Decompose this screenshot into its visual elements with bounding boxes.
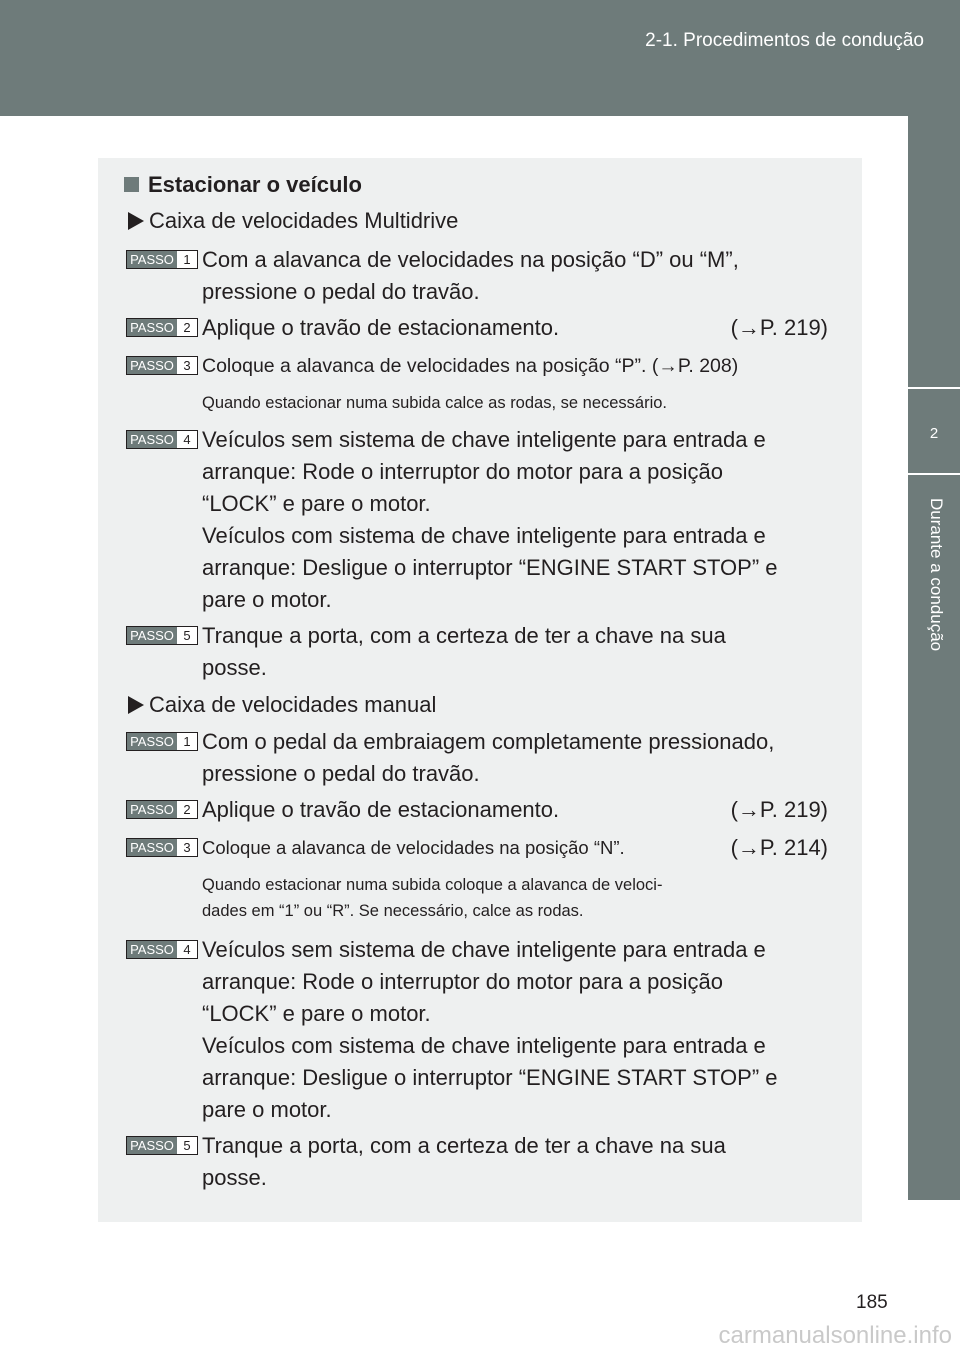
- step-badge: [126, 356, 198, 375]
- step-line: Veículos com sistema de chave inteligente para entrada e: [202, 523, 766, 548]
- step-line: pressione o pedal do travão.: [202, 761, 480, 786]
- step-badge: [126, 800, 198, 819]
- step-line: Tranque a porta, com a certeza de ter a chave na sua: [202, 623, 726, 648]
- watermark: carmanualsonline.info: [718, 1322, 952, 1349]
- step-badge-number: 3: [183, 840, 191, 855]
- step-badge: [126, 1136, 198, 1155]
- side-tab-label: Durante a condução: [927, 498, 946, 652]
- step-text: [202, 934, 828, 1126]
- step-line: arranque: Desligue o interruptor “ENGINE START STOP” e: [202, 1065, 778, 1090]
- step-text: [202, 244, 828, 308]
- manual-heading-text: Caixa de velocidades manual: [149, 692, 437, 717]
- step-line: posse.: [202, 1165, 267, 1190]
- side-tab-number-box: [908, 387, 960, 475]
- page-reference: (→P. 214): [730, 835, 828, 860]
- step-line: Veículos sem sistema de chave inteligente para entrada e: [202, 937, 766, 962]
- step-line: posse.: [202, 655, 267, 680]
- step-text: [202, 312, 828, 344]
- step-text: [202, 350, 828, 382]
- step-line: Coloque a alavanca de velocidades na posição “P”. (→P. 208): [202, 355, 739, 377]
- step-line: Tranque a porta, com a certeza de ter a chave na sua: [202, 1133, 726, 1158]
- step-badge-label: PASSO: [127, 839, 177, 856]
- step-line: Aplique o travão de estacionamento.: [202, 797, 560, 822]
- step-badge-number: 1: [183, 252, 191, 267]
- step-line: “LOCK” e pare o motor.: [202, 491, 431, 516]
- step-line: Veículos com sistema de chave inteligente para entrada e: [202, 1033, 766, 1058]
- step-badge-label: PASSO: [127, 319, 177, 336]
- step-badge: [126, 626, 198, 645]
- step-badge: [126, 732, 198, 751]
- note: Quando estacionar numa subida calce as rodas, se necessário.: [202, 394, 668, 412]
- square-bullet-icon: [124, 177, 139, 192]
- step-badge: [126, 318, 198, 337]
- section-title-text: Estacionar o veículo: [148, 172, 362, 197]
- step-badge-number: 5: [183, 628, 191, 643]
- section-title: [124, 172, 362, 198]
- step-badge: [126, 838, 198, 857]
- note-line: dades em “1” ou “R”. Se necessário, calce as rodas.: [202, 902, 584, 920]
- side-tab-number: 2: [929, 425, 939, 442]
- step-badge-label: PASSO: [127, 627, 177, 644]
- note: [202, 872, 828, 924]
- page-reference: (→P. 219): [730, 315, 828, 340]
- step-text: [202, 794, 828, 826]
- step-line: pare o motor.: [202, 587, 332, 612]
- step-badge-number: 5: [183, 1138, 191, 1153]
- step-badge-label: PASSO: [127, 357, 177, 374]
- step-badge-label: PASSO: [127, 801, 177, 818]
- step-badge-label: PASSO: [127, 1137, 177, 1154]
- step-line: pare o motor.: [202, 1097, 332, 1122]
- step-line: Coloque a alavanca de velocidades na posição “N”.: [202, 837, 625, 858]
- step-line: “LOCK” e pare o motor.: [202, 1001, 431, 1026]
- step-line: pressione o pedal do travão.: [202, 279, 480, 304]
- multidrive-heading-text: Caixa de velocidades Multidrive: [149, 208, 459, 233]
- step-line: Veículos sem sistema de chave inteligente para entrada e: [202, 427, 766, 452]
- step-line: arranque: Desligue o interruptor “ENGINE START STOP” e: [202, 555, 778, 580]
- step-badge: [126, 430, 198, 449]
- triangle-bullet-icon: [128, 212, 144, 230]
- step-text: [202, 620, 828, 684]
- step-badge-label: PASSO: [127, 733, 177, 750]
- step-line: arranque: Rode o interruptor do motor para a posição: [202, 969, 723, 994]
- step-badge: [126, 250, 198, 269]
- step-text: [202, 1130, 828, 1194]
- step-line: Aplique o travão de estacionamento.: [202, 315, 560, 340]
- multidrive-heading: [128, 208, 458, 234]
- page-header: [0, 0, 960, 116]
- step-badge-number: 2: [183, 320, 191, 335]
- step-line: arranque: Rode o interruptor do motor para a posição: [202, 459, 723, 484]
- step-line: Com a alavanca de velocidades na posição “D” ou “M”,: [202, 247, 739, 272]
- step-badge-label: PASSO: [127, 431, 177, 448]
- step-badge: [126, 940, 198, 959]
- step-badge-number: 2: [183, 802, 191, 817]
- note-line: Quando estacionar numa subida coloque a alavanca de veloci-: [202, 876, 663, 894]
- step-badge-label: PASSO: [127, 251, 177, 268]
- step-badge-number: 4: [183, 942, 191, 957]
- step-text: [202, 726, 828, 790]
- step-badge-number: 1: [183, 734, 191, 749]
- chapter-title: 2-1. Procedimentos de condução: [645, 30, 924, 51]
- triangle-bullet-icon: [128, 696, 144, 714]
- manual-heading: [128, 692, 436, 718]
- step-badge-number: 3: [183, 358, 191, 373]
- step-text: [202, 424, 828, 616]
- page-reference: (→P. 219): [730, 797, 828, 822]
- step-badge-label: PASSO: [127, 941, 177, 958]
- step-text: [202, 832, 828, 864]
- step-badge-number: 4: [183, 432, 191, 447]
- page-number: 185: [856, 1292, 888, 1313]
- step-line: Com o pedal da embraiagem completamente pressionado,: [202, 729, 775, 754]
